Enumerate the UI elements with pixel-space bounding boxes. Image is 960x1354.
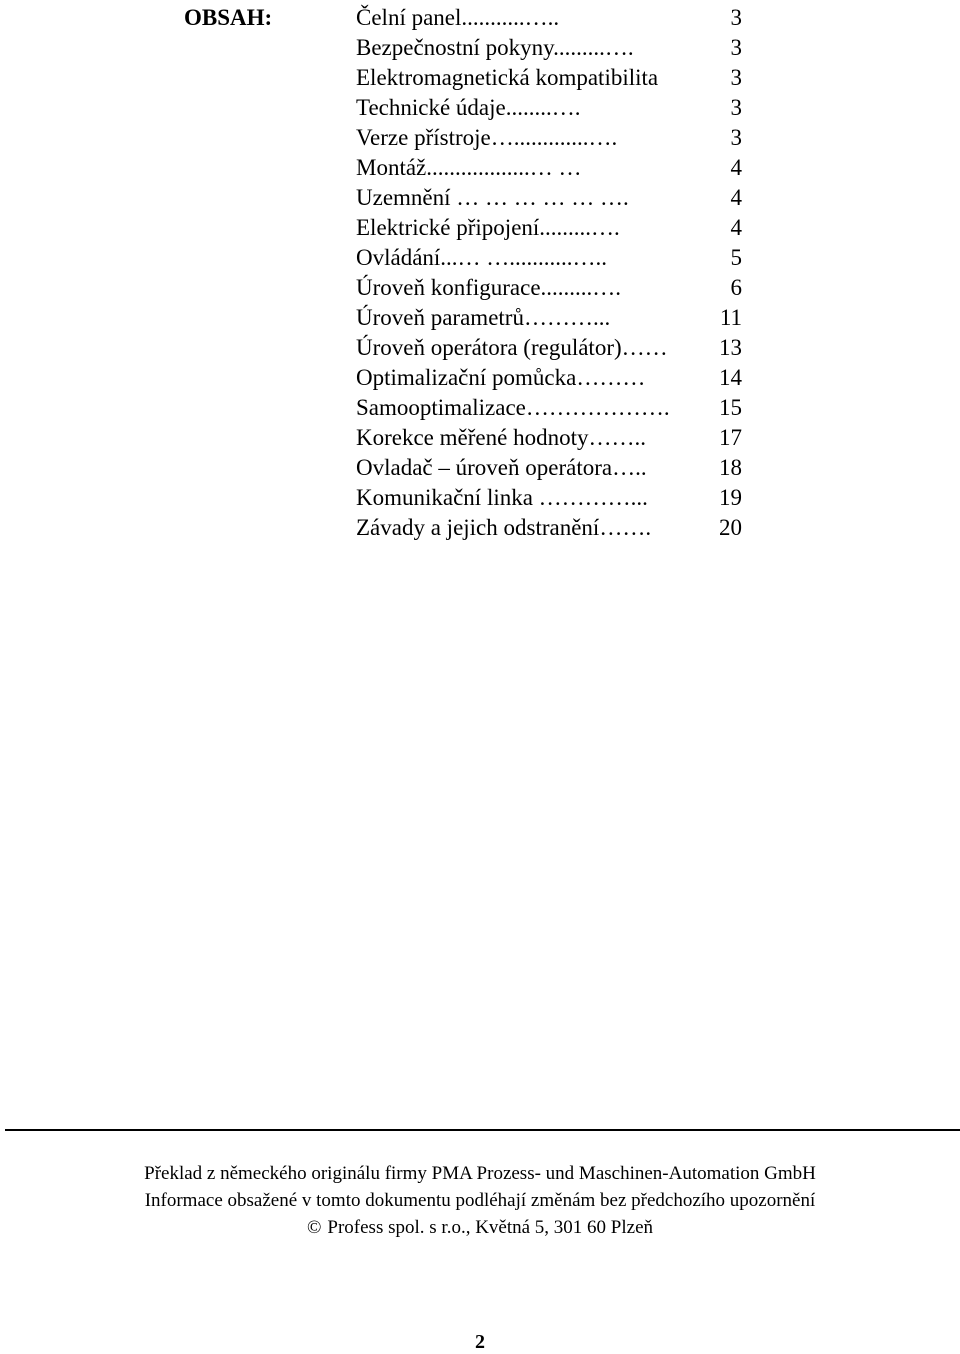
footer-disclaimer: Informace obsažené v tomto dokumentu podléhají změnám bez předchozího upozornění: [144, 1190, 816, 1211]
toc-entry-page: 15: [719, 395, 742, 420]
toc-entry: [356, 183, 756, 213]
toc-entry-label: Elektrické připojení.........….: [356, 215, 620, 240]
toc-heading: OBSAH:: [184, 5, 273, 30]
toc-entry-page: 3: [730, 65, 742, 90]
toc-entry-label: Ovládání...… …...........…..: [356, 245, 608, 270]
toc-entry: [356, 243, 756, 273]
toc-entry: [356, 513, 756, 543]
toc-entry-label: Závady a jejich odstranění…….: [356, 515, 652, 540]
toc-entry-label: Montáž..................… …: [356, 155, 582, 180]
toc-entry-label: Uzemnění … … … … … ….: [356, 185, 629, 210]
toc-entry-label: Bezpečnostní pokyny.........….: [356, 35, 634, 60]
toc-entry-label: Úroveň konfigurace.........….: [356, 275, 622, 300]
toc-entry-page: 3: [730, 5, 742, 30]
toc-entry: [356, 453, 756, 483]
toc-entry-page: 4: [730, 215, 742, 240]
toc-entry-page: 3: [730, 95, 742, 120]
toc-entry-page: 3: [730, 125, 742, 150]
toc-entry-label: Samooptimalizace……………….: [356, 395, 670, 420]
footer: [0, 1160, 960, 1241]
toc-entry-label: Ovladač – úroveň operátora…..: [356, 455, 647, 480]
footer-copyright: [0, 1214, 960, 1241]
toc-entry: [356, 63, 756, 93]
toc-entry: [356, 93, 756, 123]
toc-entry: [356, 483, 756, 513]
toc-entry: [356, 123, 756, 153]
footer-divider: [5, 1129, 960, 1131]
toc-entry-page: 5: [730, 245, 742, 270]
toc-entry: [356, 213, 756, 243]
toc-entry-label: Úroveň parametrů………...: [356, 305, 611, 330]
toc-entry-page: 14: [719, 365, 742, 390]
toc-entry-page: 6: [730, 275, 742, 300]
toc-entry-page: 4: [730, 155, 742, 180]
toc-entry-label: Elektromagnetická kompatibilita: [356, 65, 659, 90]
page-number: 2: [475, 1331, 485, 1353]
toc-entry-page: 20: [719, 515, 742, 540]
toc-entry-label: Verze přístroje….............….: [356, 125, 618, 150]
toc-entry-page: 3: [730, 35, 742, 60]
toc-entry-page: 19: [719, 485, 742, 510]
toc-list: [356, 3, 756, 543]
toc-entry: [356, 303, 756, 333]
toc-entry-label: Technické údaje........….: [356, 95, 581, 120]
toc-entry-page: 17: [719, 425, 742, 450]
footer-translation-note: Překlad z německého originálu firmy PMA Prozess- und Maschinen-Automation GmbH: [144, 1163, 816, 1184]
copyright-icon: ©: [306, 1217, 322, 1238]
toc-entry-label: Komunikační linka …………...: [356, 485, 648, 510]
toc-entry-page: 18: [719, 455, 742, 480]
toc-entry-label: Úroveň operátora (regulátor)……: [356, 335, 668, 360]
footer-company-address: Profess spol. s r.o., Květná 5, 301 60 Plzeň: [327, 1217, 654, 1238]
toc-entry-label: Optimalizační pomůcka………: [356, 365, 646, 390]
toc-entry-page: 13: [719, 335, 742, 360]
toc-entry: [356, 273, 756, 303]
toc-entry: [356, 33, 756, 63]
toc-entry: [356, 363, 756, 393]
toc-entry-page: 11: [719, 305, 742, 330]
toc-entry: [356, 153, 756, 183]
toc-entry: [356, 393, 756, 423]
toc-entry: [356, 333, 756, 363]
toc-entry-label: Korekce měřené hodnoty……..: [356, 425, 646, 450]
toc-entry: [356, 423, 756, 453]
toc-entry-label: Čelní panel...........…..: [356, 5, 560, 30]
toc-entry-page: 4: [730, 185, 742, 210]
toc-entry: [356, 3, 756, 33]
